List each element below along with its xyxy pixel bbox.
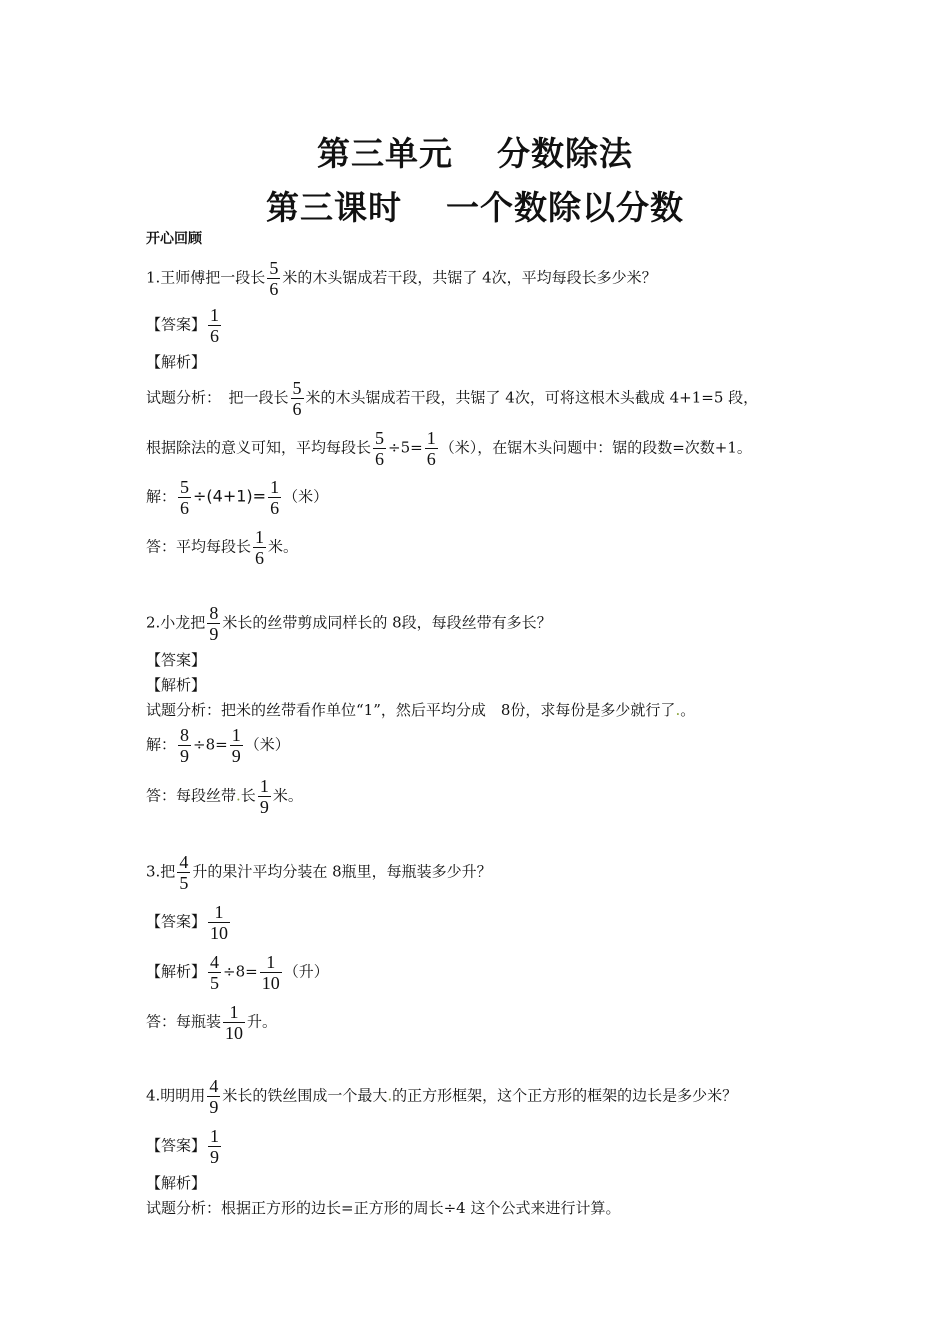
q1-analysis-line1 (146, 378, 758, 419)
fraction (230, 725, 243, 766)
denominator: 6 (255, 548, 265, 568)
fraction (268, 477, 281, 518)
question-2 (146, 603, 552, 644)
numerator: 1 (210, 1126, 220, 1146)
lesson-title (0, 182, 950, 229)
numerator: 1 (260, 952, 282, 973)
question-4 (146, 1076, 737, 1117)
text: 2.小龙把 (146, 613, 206, 632)
text: 3.把 (146, 862, 176, 881)
lesson-title-b: 一个数除以分数 (446, 188, 684, 227)
text: 米的木头锯成若干段，共锯了 4次，可将这根木头截成 4+1=5 段， (305, 388, 759, 407)
fraction (178, 725, 191, 766)
unit-title-a: 第三单元 (317, 134, 453, 173)
fraction (253, 527, 266, 568)
q1-text-a: 1.王师傅把一段长 (146, 268, 266, 287)
numerator: 5 (292, 378, 302, 398)
numerator: 1 (210, 305, 220, 325)
fraction (267, 258, 280, 299)
text: ÷8= (193, 735, 228, 754)
numerator: 4 (179, 852, 189, 872)
numerator: 5 (269, 258, 279, 278)
denominator: 10 (210, 923, 229, 943)
fraction (208, 305, 221, 346)
text: （米），在锯木头问题中：锯的段数=次数+1。 (439, 438, 752, 457)
fraction (373, 428, 386, 469)
fraction (208, 1126, 221, 1167)
text: 升的果汁平均分装在 8瓶里，每瓶装多少升？ (192, 862, 492, 881)
numerator: 1 (426, 428, 436, 448)
numerator: 5 (180, 477, 190, 497)
numerator: 1 (231, 725, 241, 745)
q1-answer (146, 305, 223, 346)
fraction (207, 603, 220, 644)
denominator: 9 (259, 797, 269, 817)
denominator: 6 (210, 326, 220, 346)
denominator: 9 (209, 624, 219, 644)
fraction (177, 852, 190, 893)
text: 升。 (247, 1012, 278, 1031)
question-3 (146, 852, 492, 893)
text: （米） (283, 487, 329, 506)
q2-answer-label: 【答案】 (146, 651, 207, 669)
q2-final-answer (146, 776, 303, 817)
fraction (291, 378, 304, 419)
denominator: 6 (269, 279, 279, 299)
text: 根据除法的意义可知，平均每段长 (146, 438, 372, 457)
fraction (260, 952, 282, 993)
text: 的正方形框架，这个正方形的框架的边长是多少米？ (392, 1086, 738, 1105)
text: ÷8= (223, 962, 258, 981)
text: 答：每瓶装 (146, 1012, 222, 1031)
fraction (207, 1076, 220, 1117)
denominator: 10 (225, 1023, 244, 1043)
unit-title-b: 分数除法 (497, 134, 633, 173)
lesson-title-a: 第三课时 (266, 188, 402, 227)
denominator: 6 (375, 449, 385, 469)
answer-label: 【答案】 (146, 315, 207, 334)
q2-solution (146, 725, 290, 766)
text: （米） (244, 735, 290, 754)
denominator: 6 (180, 498, 190, 518)
denominator: 9 (209, 1097, 219, 1117)
numerator: 1 (270, 477, 280, 497)
numerator: 1 (255, 527, 265, 547)
answer-label: 【答案】 (146, 912, 207, 931)
numerator: 8 (180, 725, 190, 745)
numerator: 5 (375, 428, 385, 448)
fraction (258, 776, 271, 817)
text: 试题分析： 把一段长 (146, 388, 289, 407)
denominator: 9 (231, 746, 241, 766)
denominator: 9 (210, 1147, 220, 1167)
fraction (208, 902, 230, 943)
numerator: 4 (209, 1076, 219, 1096)
numerator: 4 (210, 952, 220, 972)
answer-label: 【答案】 (146, 1136, 207, 1155)
section-heading: 开心回顾 (146, 231, 202, 247)
fraction (425, 428, 438, 469)
numerator: 8 (209, 603, 219, 623)
q2-analysis-label: 【解析】 (146, 676, 207, 694)
fraction (178, 477, 191, 518)
q1-final-answer (146, 527, 298, 568)
text: ÷5= (388, 438, 423, 457)
q1-analysis-label: 【解析】 (146, 353, 207, 371)
unit-title (0, 128, 950, 175)
text: 答：每段丝带 (146, 786, 237, 805)
analysis-label: 【解析】 (146, 962, 207, 981)
denominator: 5 (179, 873, 189, 893)
text: 4.明明用 (146, 1086, 206, 1105)
denominator: 6 (426, 449, 436, 469)
numerator: 1 (259, 776, 269, 796)
q3-answer (146, 902, 232, 943)
text: 米。 (268, 537, 299, 556)
text: 试题分析：把米的丝带看作单位“1”，然后平均分成 8份，求每份是多少就行了 (146, 701, 676, 719)
q3-analysis (146, 952, 329, 993)
emphasis-dot: . (387, 1086, 393, 1105)
q4-analysis-label: 【解析】 (146, 1174, 207, 1192)
emphasis-dot: . (675, 701, 681, 719)
text: ÷(4+1)= (193, 486, 267, 506)
q1-solution (146, 477, 328, 518)
text: （升） (283, 962, 329, 981)
denominator: 10 (261, 973, 280, 993)
text: 米。 (272, 786, 303, 805)
text: 。 (680, 701, 696, 719)
text: 长 (240, 786, 256, 805)
q1-analysis-line2 (146, 428, 752, 469)
q4-analysis-line1: 试题分析：根据正方形的边长=正方形的周长÷4 这个公式来进行计算。 (146, 1199, 621, 1217)
q1-text-b: 米的木头锯成若干段，共锯了 4次，平均每段长多少米？ (282, 268, 657, 287)
denominator: 5 (210, 973, 220, 993)
emphasis-dot: . (236, 786, 241, 805)
fraction (208, 952, 221, 993)
question-1 (146, 258, 657, 299)
fraction (223, 1002, 245, 1043)
text: 解： (146, 735, 177, 754)
text: 米长的丝带剪成同样长的 8段，每段丝带有多长？ (222, 613, 552, 632)
denominator: 6 (292, 399, 302, 419)
q4-answer (146, 1126, 223, 1167)
numerator: 1 (208, 902, 230, 923)
denominator: 6 (270, 498, 280, 518)
q2-analysis-line1 (146, 700, 695, 720)
numerator: 1 (223, 1002, 245, 1023)
text: 解： (146, 487, 177, 506)
q3-final-answer (146, 1002, 277, 1043)
text: 米长的铁丝围成一个最大 (222, 1086, 388, 1105)
text: 答：平均每段长 (146, 537, 252, 556)
denominator: 9 (180, 746, 190, 766)
